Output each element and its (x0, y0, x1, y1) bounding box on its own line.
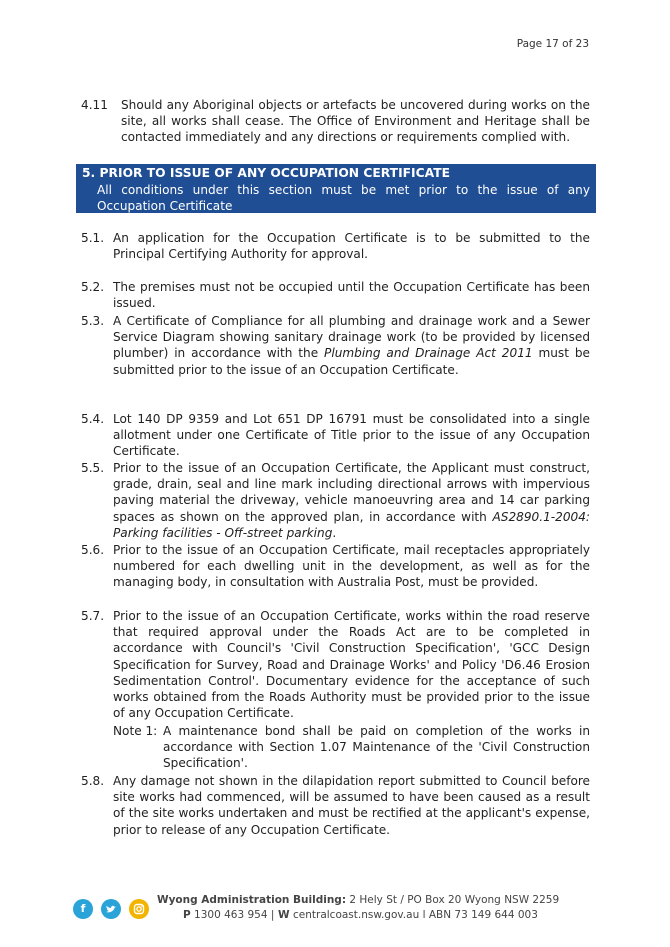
standard-name: AS2890.1-2004: Parking facilities - Off-street parking (113, 509, 590, 540)
clause-5-2 (81, 279, 590, 311)
section-banner (76, 164, 596, 213)
clause-text (113, 460, 590, 541)
separator: l (422, 909, 426, 921)
note-label: Note 1: (113, 724, 158, 738)
clause-5-7 (81, 608, 590, 721)
clause-number: 5.7. (81, 609, 105, 623)
clause-text: Prior to the issue of an Occupation Certificate, mail receptacles appropriately numbered for each dwelling unit in the development, as well as for the managing body, in consultation with Australia Post, must be provided. (113, 543, 590, 590)
clause-text-part: must be submitted prior to the issue of an Occupation Certificate. (113, 346, 590, 377)
clause-number: 4.11 (81, 98, 108, 112)
clause-5-8 (81, 773, 590, 838)
separator: | (270, 909, 275, 921)
clause-5-1 (81, 230, 590, 262)
clause-number: 5.3. (81, 314, 105, 328)
section-title: 5. PRIOR TO ISSUE OF ANY OCCUPATION CERTIFICATE (82, 166, 450, 180)
clause-text: The premises must not be occupied until the Occupation Certificate has been issued. (113, 280, 590, 311)
abn: ABN 73 149 644 003 (425, 909, 538, 921)
building-label: Wyong Administration Building: (157, 894, 347, 906)
footer-contact-line (183, 909, 538, 921)
note-1 (113, 723, 590, 772)
clause-text: Lot 140 DP 9359 and Lot 651 DP 16791 must be consolidated into a single allotment under one Certificate of Title prior to the issue of any Occupation Certificate. (113, 412, 590, 459)
building-address: 2 Hely St / PO Box 20 Wyong NSW 2259 (346, 894, 560, 906)
instagram-icon[interactable] (129, 899, 149, 919)
clause-number: 5.8. (81, 774, 105, 788)
clause-text: Should any Aboriginal objects or artefacts be uncovered during works on the site, all works shall cease. The Office of Environment and Heritage shall be contacted immediately and any directions or requirements complied with. (121, 98, 590, 145)
note-text: A maintenance bond shall be paid on completion of the works in accordance with Section 1.07 Maintenance of the 'Civil Construction Specification'. (163, 724, 590, 771)
website-link[interactable]: centralcoast.nsw.gov.au (289, 909, 423, 921)
clause-text: Prior to the issue of an Occupation Certificate, works within the road reserve that required approval under the Roads Act are to be completed in accordance with Council's 'Civil Construction Specification', 'GCC Design Specification for Survey, Road and Drainage Works' and Policy 'D6.46 Erosion Sedimentation Control'. Documentary evidence for the acceptance of such works obtained from the Roads Authority must be provided prior to the issue of any Occupation Certificate. (113, 609, 590, 721)
clause-text-part: Prior to the issue of an Occupation Certificate, the Applicant must construct, grade, drain, seal and line mark including directional arrows with impervious paving material the driveway, vehicle manoeuvring area and 14 car parking spaces as shown on the approved plan, in accordance with (113, 461, 590, 524)
footer-address-line (157, 894, 559, 906)
clause-text-part: . (332, 525, 337, 540)
clause-4-11 (81, 97, 590, 146)
clause-text-part: A Certificate of Compliance for all plumbing and drainage work and a Sewer Service Diagram showing sanitary drainage work (to be provided by licensed plumber) in accordance with the (113, 314, 590, 361)
phone-number: 1300 463 954 (190, 909, 271, 921)
clause-5-4 (81, 411, 590, 460)
clause-5-5 (81, 460, 590, 541)
clause-number: 5.6. (81, 543, 105, 557)
page-number: Page 17 of 23 (516, 38, 589, 50)
clause-text: An application for the Occupation Certificate is to be submitted to the Principal Certifying Authority for approval. (113, 231, 590, 262)
twitter-icon[interactable] (101, 899, 121, 919)
clause-number: 5.1. (81, 231, 105, 245)
section-description: All conditions under this section must be met prior to the issue of any Occupation Certificate (97, 183, 590, 213)
clause-5-3 (81, 313, 590, 378)
clause-number: 5.5. (81, 461, 105, 475)
clause-text (113, 313, 590, 378)
act-name: Plumbing and Drainage Act 2011 (324, 346, 533, 361)
web-label: W (274, 909, 290, 921)
clause-number: 5.4. (81, 412, 105, 426)
clause-5-6 (81, 542, 590, 591)
clause-number: 5.2. (81, 280, 105, 294)
phone-label: P (183, 909, 191, 921)
facebook-icon[interactable]: f (73, 899, 93, 919)
clause-text: Any damage not shown in the dilapidation report submitted to Council before site works had commenced, will be assumed to have been caused as a result of the site works undertaken and must be rectified at the applicant's expense, prior to release of any Occupation Certificate. (113, 774, 590, 837)
